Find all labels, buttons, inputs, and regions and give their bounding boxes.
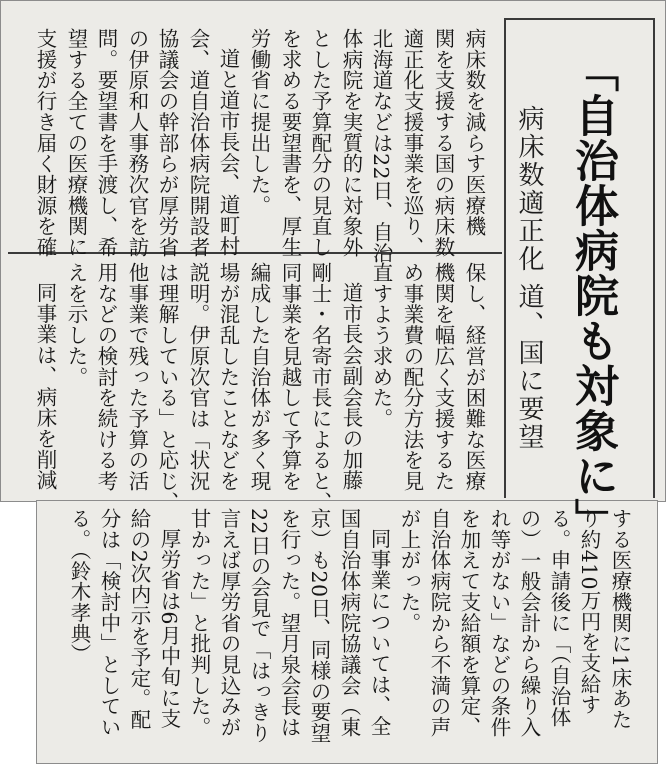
article-column: 適正化支援事業を巡り、 <box>400 28 424 258</box>
article-column: 体病院を実質的に対象外 <box>339 28 363 258</box>
article-column: 同事業は、病床を削減 <box>33 282 57 491</box>
article-column: 剛士・名寄市長によると、 <box>308 262 332 513</box>
article-column: れ等がない」などの条件 <box>487 508 511 738</box>
article-column: 直すよう求めた。 <box>369 262 393 429</box>
article-column: の伊原和人事務次官を訪 <box>125 28 149 258</box>
article-column: が上がった。 <box>397 508 421 634</box>
article-column: 協議会の幹部らが厚労省 <box>155 28 179 258</box>
article-column: する医療機関に1床あた <box>608 508 632 730</box>
article-column: 甘かった」と批判した。 <box>187 508 211 738</box>
article-column: を求める要望書を、厚生 <box>278 28 302 258</box>
article-column: 問。要望書を手渡し、希 <box>94 28 118 258</box>
headline-frame-top-rule <box>504 18 654 20</box>
article-column: 言えば厚労省の見込みが <box>217 508 241 738</box>
article-column: 保し、経営が困難な医療 <box>462 262 486 492</box>
article-column: えを示した。 <box>64 262 88 388</box>
article-column: 道と道市長会、道町村 <box>216 48 240 257</box>
article-column: め事業費の配分方法を見 <box>400 262 424 492</box>
article-column: る。（鈴木孝典） <box>67 508 91 665</box>
article-column: の）一般会計から繰り入 <box>517 508 541 738</box>
article-column: を加えて支給額を算定、 <box>457 508 481 738</box>
article-column: 編成した自治体が多く現 <box>247 262 271 492</box>
article-column: り約410万円を支給す <box>577 508 601 715</box>
article-column: 厚労省は6月中旬に支 <box>157 528 181 730</box>
article-column: 北海道などは22日、自治 <box>369 28 393 264</box>
article-column: を行った。望月泉会長は <box>277 508 301 738</box>
article-column: 同事業を見越して予算を <box>278 262 302 492</box>
article-column: 22日の会見で「はっきり <box>247 508 271 744</box>
article-column: とした予算配分の見直し <box>308 28 332 258</box>
article-column: 他事業で残った予算の活 <box>125 262 149 492</box>
article-column: 同事業については、全 <box>367 528 391 737</box>
headline-frame-left-rule <box>504 18 506 498</box>
headline: 「自治体病院も対象に」 <box>567 48 618 543</box>
article-column: 給の2次内示を予定。配 <box>127 508 151 730</box>
article-column: 京）も20日、同様の要望 <box>307 508 331 744</box>
article-column: 道市長会副会長の加藤 <box>339 282 363 491</box>
subheadline: 病床数適正化 道、国に要望 <box>514 105 544 452</box>
article-column: 説明。伊原次官は「状況 <box>186 262 210 492</box>
article-column: は理解している」と応じ、 <box>155 262 179 513</box>
article-column: 支援が行き届く財源を確 <box>33 28 57 258</box>
article-column: 機関を幅広く支援するた <box>431 262 455 492</box>
article-column: 病床数を減らす医療機 <box>462 28 486 237</box>
article-column: 労働省に提出した。 <box>247 28 271 216</box>
article-column: 場が混乱したことなどを <box>216 262 240 492</box>
article-column: 分は「検討中」としてい <box>97 508 121 738</box>
article-column: 自治体病院から不満の声 <box>427 508 451 738</box>
article-column: る。申請後に「（自治体 <box>547 508 571 728</box>
article-column: 関を支援する国の病床数 <box>431 28 455 258</box>
headline-frame-right-rule <box>653 18 655 498</box>
article-column: 用などの検討を続ける考 <box>94 262 118 492</box>
article-column: 会、道自治体病院開設者 <box>186 28 210 258</box>
article-column: 望する全ての医療機関に <box>64 28 88 258</box>
article-column: 国自治体病院協議会（東 <box>337 508 361 738</box>
